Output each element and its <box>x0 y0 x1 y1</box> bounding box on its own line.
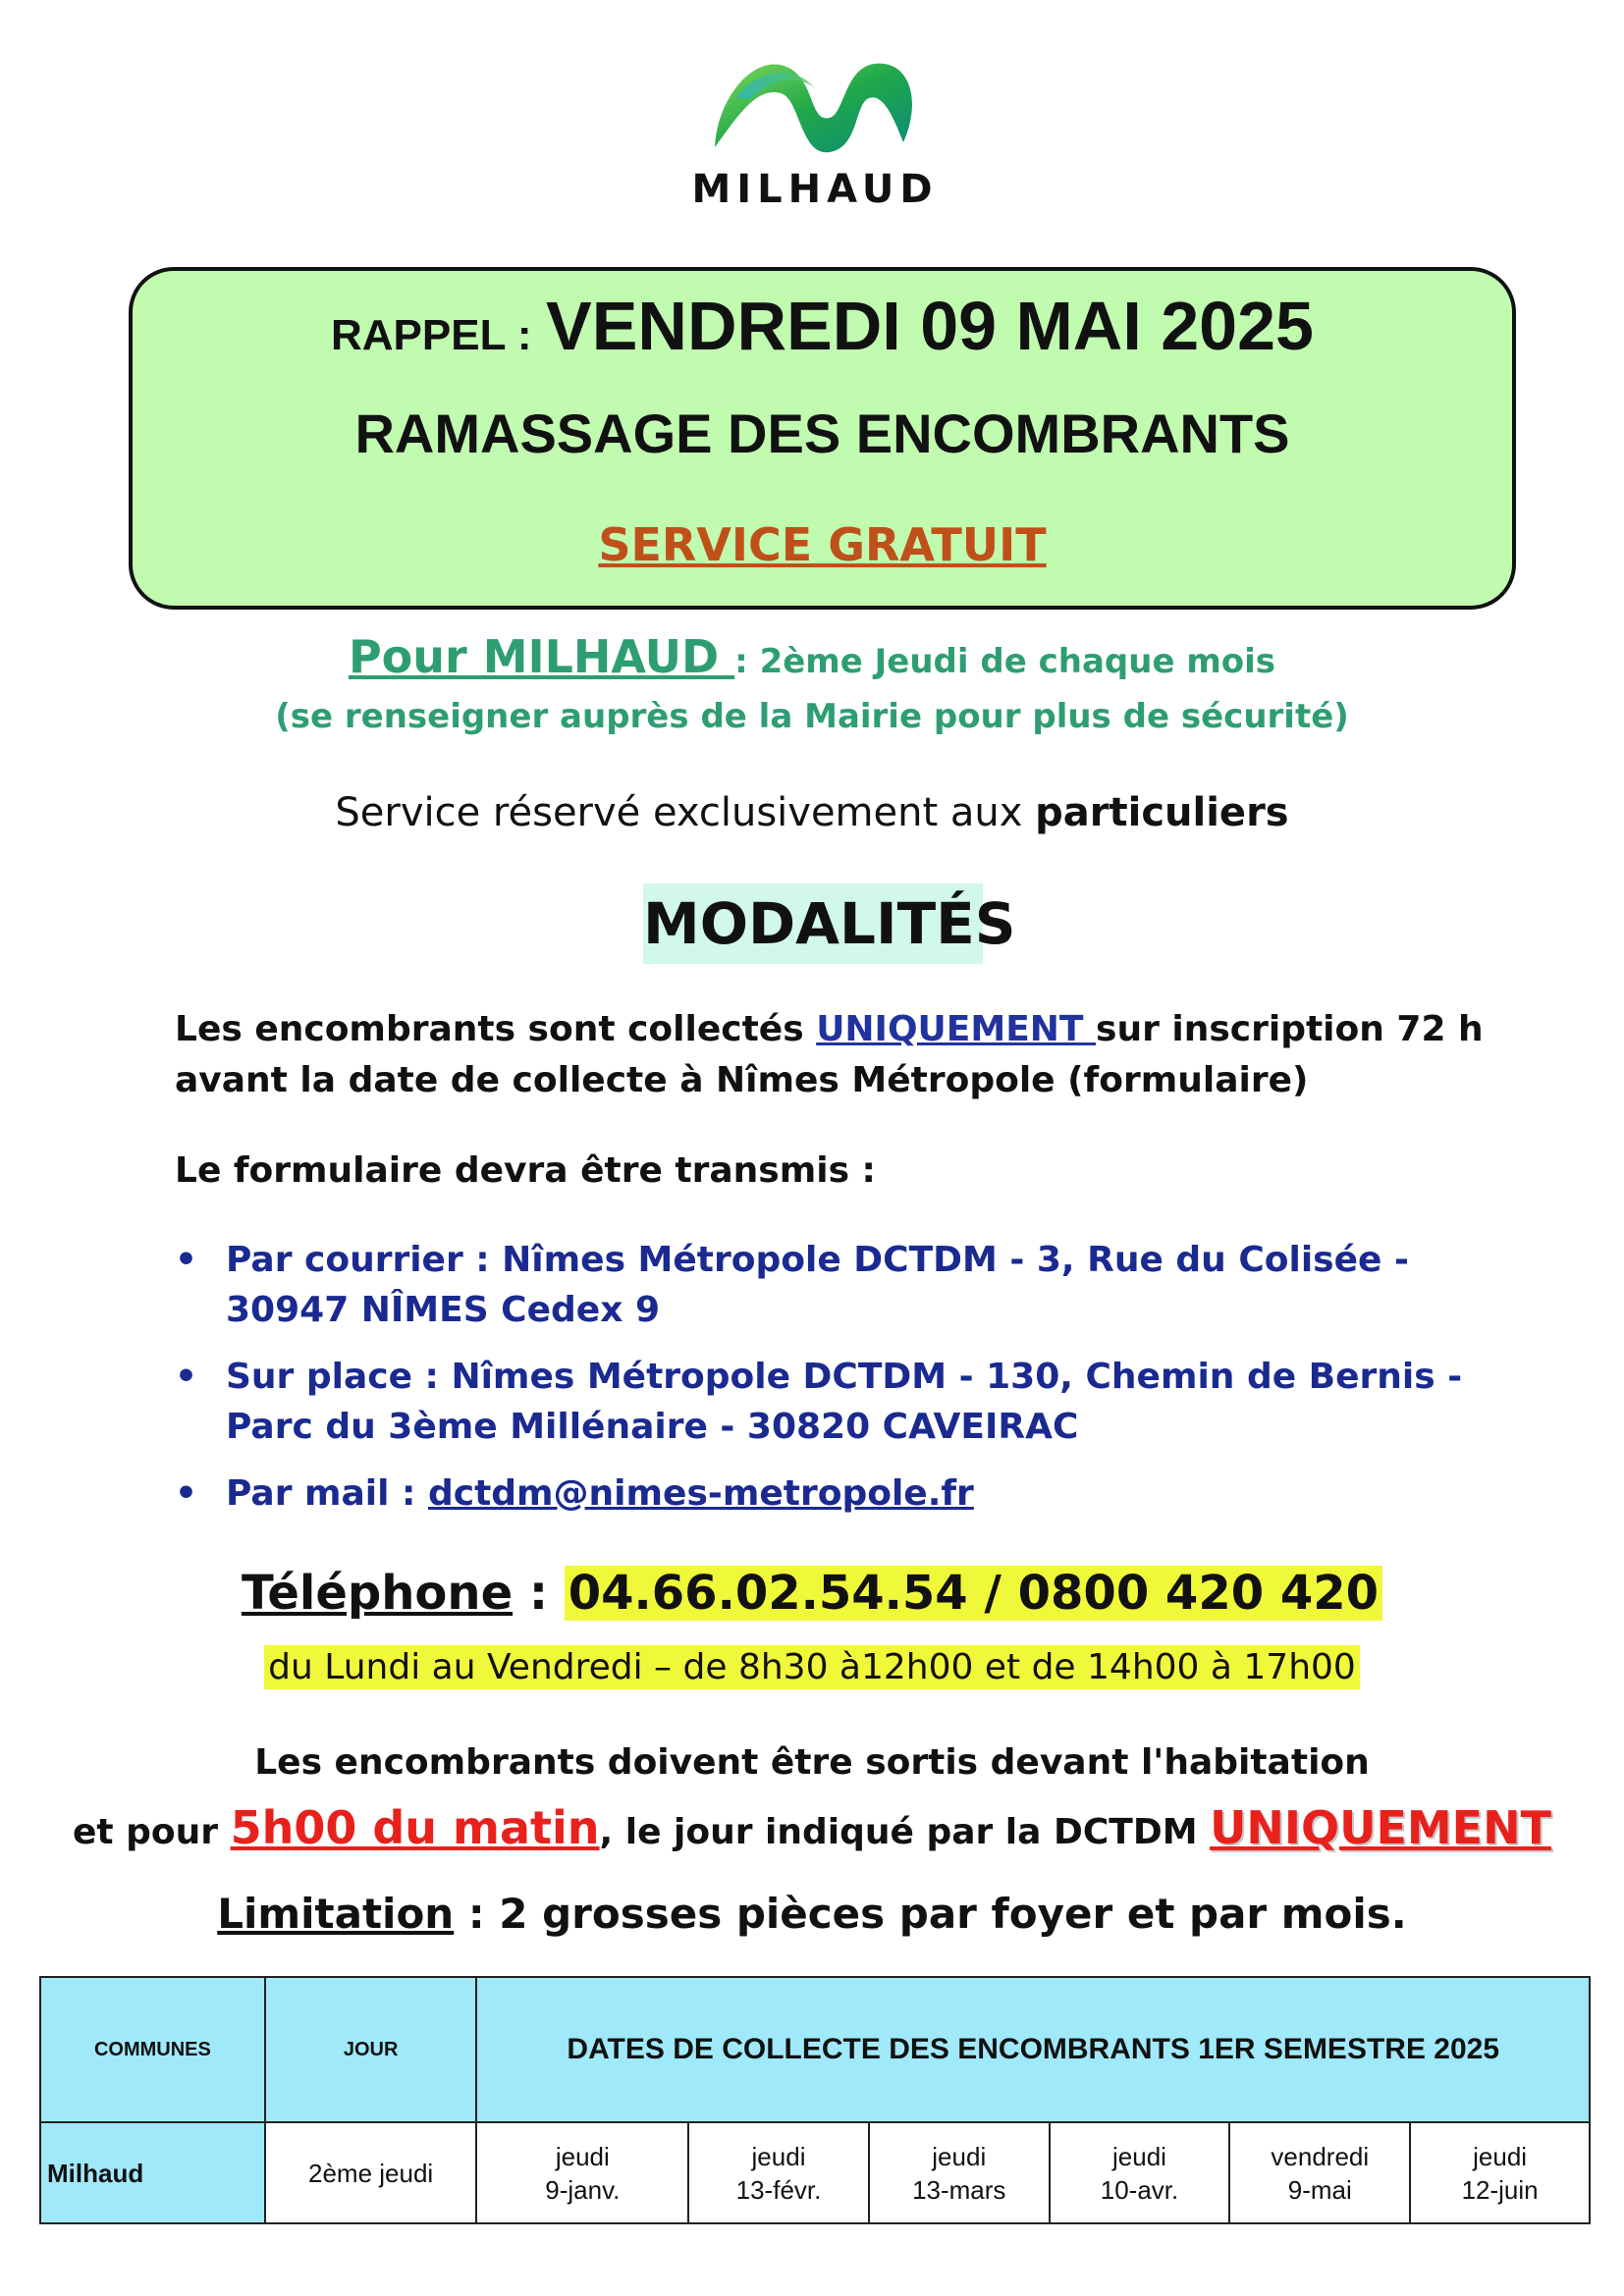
formulaire-paragraph: Le formulaire devra être transmis : <box>175 1150 876 1191</box>
limitation-line <box>0 1890 1624 1938</box>
date-day: jeudi <box>555 2141 610 2171</box>
et-pour-text: et pour <box>73 1812 231 1852</box>
banner-date-line <box>133 287 1512 365</box>
date-value: 9-janv. <box>545 2174 621 2205</box>
date-day: jeudi <box>1473 2141 1528 2171</box>
commune-cell: Milhaud <box>40 2122 265 2223</box>
p1-text-b: sur inscription 72 h avant la date de collecte à Nîmes Métropole (formulaire) <box>175 1009 1484 1100</box>
heure-text: 5h00 du matin <box>230 1801 600 1854</box>
logo-text: MILHAUD <box>691 167 939 212</box>
date-cell <box>1050 2122 1230 2223</box>
uniquement-text: UNIQUEMENT <box>1210 1801 1551 1854</box>
jour-cell: 2ème jeudi <box>265 2122 477 2223</box>
jour-text: , le jour indiqué par la DCTDM <box>599 1812 1211 1852</box>
transmission-list <box>175 1235 1530 1535</box>
limitation-label: Limitation <box>217 1890 455 1938</box>
list-item-mail <box>175 1468 1530 1519</box>
rappel-banner <box>129 267 1516 610</box>
date-cell <box>1229 2122 1410 2223</box>
table-row <box>40 2122 1590 2223</box>
limitation-text: : 2 grosses pièces par foyer et par mois. <box>454 1890 1407 1938</box>
list-item-sur-place: • Sur place : Nîmes Métropole DCTDM - 130, Chemin de Bernis - Parc du 3ème Millénaire - 30820 CAVEIRAC <box>175 1352 1530 1452</box>
frequence-text: : 2ème Jeudi de chaque mois <box>734 642 1276 681</box>
date-cell <box>476 2122 688 2223</box>
rappel-label: RAPPEL : <box>331 311 532 359</box>
date-day: jeudi <box>932 2141 987 2171</box>
date-cell <box>869 2122 1050 2223</box>
date-cell <box>688 2122 869 2223</box>
collection-table <box>39 1976 1591 2224</box>
telephone-sep: : <box>513 1566 565 1621</box>
collection-date: VENDREDI 09 MAI 2025 <box>546 288 1314 364</box>
date-day: jeudi <box>1112 2141 1166 2171</box>
date-cell <box>1410 2122 1590 2223</box>
table-header-row <box>40 1977 1590 2122</box>
service-reserve-line <box>0 790 1624 835</box>
telephone-line <box>0 1566 1624 1621</box>
modalites-heading: MODALITÉS <box>643 883 983 964</box>
service-gratuit: SERVICE GRATUIT <box>598 518 1047 571</box>
telephone-number[interactable]: 04.66.02.54.54 / 0800 420 420 <box>565 1566 1382 1621</box>
pour-milhaud-label: Pour MILHAUD <box>348 630 735 683</box>
p1-uniquement: UNIQUEMENT <box>816 1009 1097 1049</box>
date-day: vendredi <box>1271 2141 1370 2171</box>
milhaud-logo <box>668 39 962 216</box>
date-value: 13-févr. <box>735 2174 822 2205</box>
date-value: 10-avr. <box>1100 2174 1179 2205</box>
date-day: jeudi <box>751 2141 806 2171</box>
p1-text-a: Les encombrants sont collectés <box>175 1009 817 1049</box>
header-jour: JOUR <box>265 1977 477 2122</box>
pour-milhaud-line <box>0 630 1624 683</box>
mail-label: Par mail : <box>226 1473 428 1514</box>
heure-line <box>0 1801 1624 1854</box>
mail-link[interactable]: dctdm@nimes-metropole.fr <box>427 1473 974 1514</box>
date-value: 12-juin <box>1461 2174 1539 2205</box>
header-dates: DATES DE COLLECTE DES ENCOMBRANTS 1ER SEMESTRE 2025 <box>476 1977 1590 2122</box>
milhaud-wave-icon <box>697 39 933 167</box>
reserve-text: Service réservé exclusivement aux <box>335 790 1036 835</box>
header-communes: COMMUNES <box>40 1977 265 2122</box>
particuliers-text: particuliers <box>1035 790 1289 835</box>
date-value: 13-mars <box>912 2174 1006 2205</box>
sortis-text: Les encombrants doivent être sortis devant l'habitation <box>254 1742 1370 1783</box>
hours-line <box>0 1647 1624 1687</box>
date-value: 9-mai <box>1287 2174 1352 2205</box>
hours-text: du Lundi au Vendredi – de 8h30 à12h00 et de 14h00 à 17h00 <box>264 1645 1360 1689</box>
telephone-label: Téléphone <box>241 1566 514 1621</box>
inscription-paragraph <box>175 1004 1530 1106</box>
banner-title: RAMASSAGE DES ENCOMBRANTS <box>354 402 1290 464</box>
list-item-courrier: • Par courrier : Nîmes Métropole DCTDM - 3, Rue du Colisée - 30947 NÎMES Cedex 9 <box>175 1235 1530 1335</box>
renseigner-text: (se renseigner auprès de la Mairie pour plus de sécurité) <box>275 697 1349 736</box>
